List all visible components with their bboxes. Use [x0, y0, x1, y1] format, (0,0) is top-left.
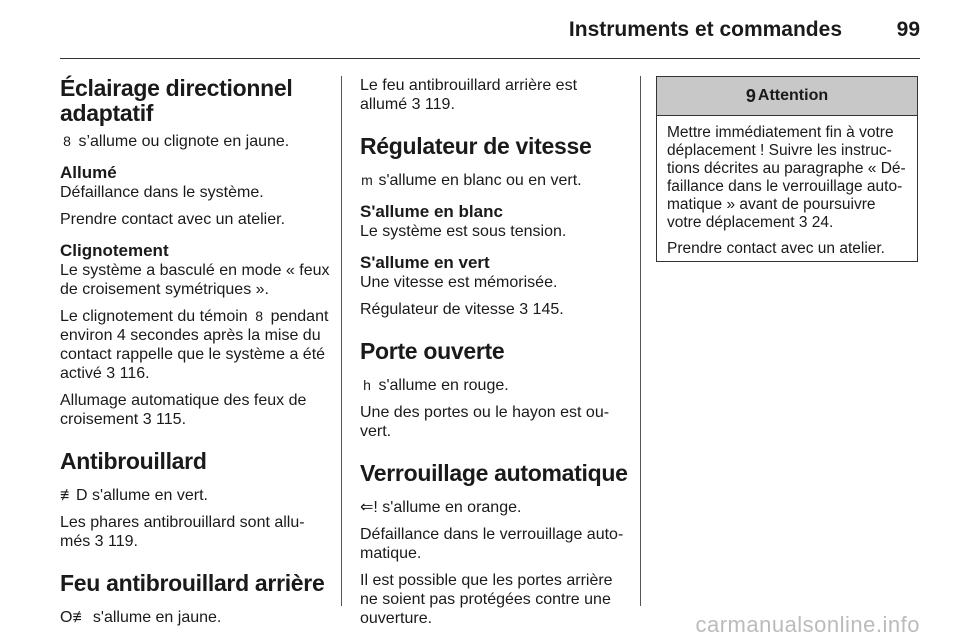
watermark: carmanualsonline.info	[695, 612, 920, 637]
paragraph: Le système a basculé en mode « feux de croisement symétriques ».	[60, 262, 330, 298]
subheading-blink: Clignotement	[60, 241, 169, 260]
paragraph: Les phares antibrouillard sont allu-més 3 119.	[60, 514, 305, 550]
subheading-on: Allumé	[60, 163, 117, 182]
adaptive-lighting-icon: 8	[63, 133, 71, 149]
fog-light-icon: ≢D	[60, 487, 88, 504]
warning-triangle-icon: 9	[745, 85, 756, 106]
page-ref-arrow-icon: 3	[519, 301, 529, 318]
warning-title: Attention	[757, 87, 829, 104]
paragraph: Défaillance dans le système.	[60, 184, 264, 201]
section-title-cruise-control: Régulateur de vitesse	[360, 133, 592, 159]
page-number: 99	[896, 18, 920, 41]
rear-fog-light-icon: O≢	[60, 609, 89, 626]
paragraph: Il est possible que les portes arrière ne soient pas protégées contre une ouverture.	[360, 572, 613, 627]
paragraph: Prendre contact avec un atelier.	[60, 211, 286, 228]
cruise-control-icon: m	[361, 172, 373, 188]
paragraph: Prendre contact avec un atelier.	[667, 240, 885, 257]
page-ref-arrow-icon: 3	[411, 96, 421, 113]
paragraph: 8 s’allume ou clignote en jaune.	[60, 132, 330, 151]
subheading-green: S'allume en vert	[360, 253, 490, 272]
column-1	[60, 76, 330, 635]
column-divider-1	[341, 76, 342, 606]
paragraph: ≢D s'allume en vert.	[60, 487, 208, 504]
warning-body	[657, 116, 917, 274]
paragraph: Mettre immédiatement fin à votre déplacement ! Suivre les instruc-tions décrites au paragraphe « Dé-faillance dans le verrouillage auto-matique » avant de poursuivre votre déplacement 3 24.	[667, 124, 906, 231]
paragraph: Le feu antibrouillard arrière est allumé 3 119.	[360, 77, 578, 113]
page-ref-arrow-icon: 3	[94, 533, 104, 550]
paragraph: Régulateur de vitesse 3 145.	[360, 301, 564, 318]
paragraph: Le système est sous tension.	[360, 223, 567, 240]
subheading-white: S'allume en blanc	[360, 202, 503, 221]
column-divider-2	[640, 76, 641, 606]
section-title-adaptive-lighting: Éclairage directionnel adaptatif	[60, 75, 293, 126]
paragraph: Le clignotement du témoin 8 pendant environ 4 secondes après la mise du contact rappelle que le système a été activé 3 116.	[60, 308, 329, 382]
paragraph: m s'allume en blanc ou en vert.	[361, 172, 582, 189]
door-open-icon: h	[363, 377, 371, 393]
page-ref-arrow-icon: 3	[798, 214, 808, 231]
header-rule	[60, 58, 920, 59]
paragraph: O≢ s'allume en jaune.	[60, 609, 222, 626]
paragraph: Défaillance dans le verrouillage auto-matique.	[360, 526, 624, 562]
section-title-door-open: Porte ouverte	[360, 338, 505, 364]
section-title-rear-fog-light: Feu antibrouillard arrière	[60, 570, 325, 596]
auto-lock-icon: ⇐!	[360, 499, 378, 516]
column-2	[360, 76, 628, 636]
paragraph: Une des portes ou le hayon est ou-vert.	[360, 404, 610, 440]
page-ref-arrow-icon: 3	[142, 411, 152, 428]
warning-box	[656, 76, 918, 262]
adaptive-lighting-icon: 8	[255, 308, 264, 324]
warning-header	[657, 77, 917, 116]
page-ref-arrow-icon: 3	[106, 365, 116, 382]
paragraph: Une vitesse est mémorisée.	[360, 274, 558, 291]
section-title-auto-locking: Verrouillage automatique	[360, 460, 628, 486]
paragraph: ⇐! s'allume en orange.	[360, 499, 522, 516]
paragraph: Allumage automatique des feux de croisement 3 115.	[60, 392, 307, 428]
section-title-fog-lights: Antibrouillard	[60, 448, 207, 474]
header-title: Instruments et commandes	[568, 18, 842, 41]
paragraph: h s'allume en rouge.	[360, 376, 628, 395]
